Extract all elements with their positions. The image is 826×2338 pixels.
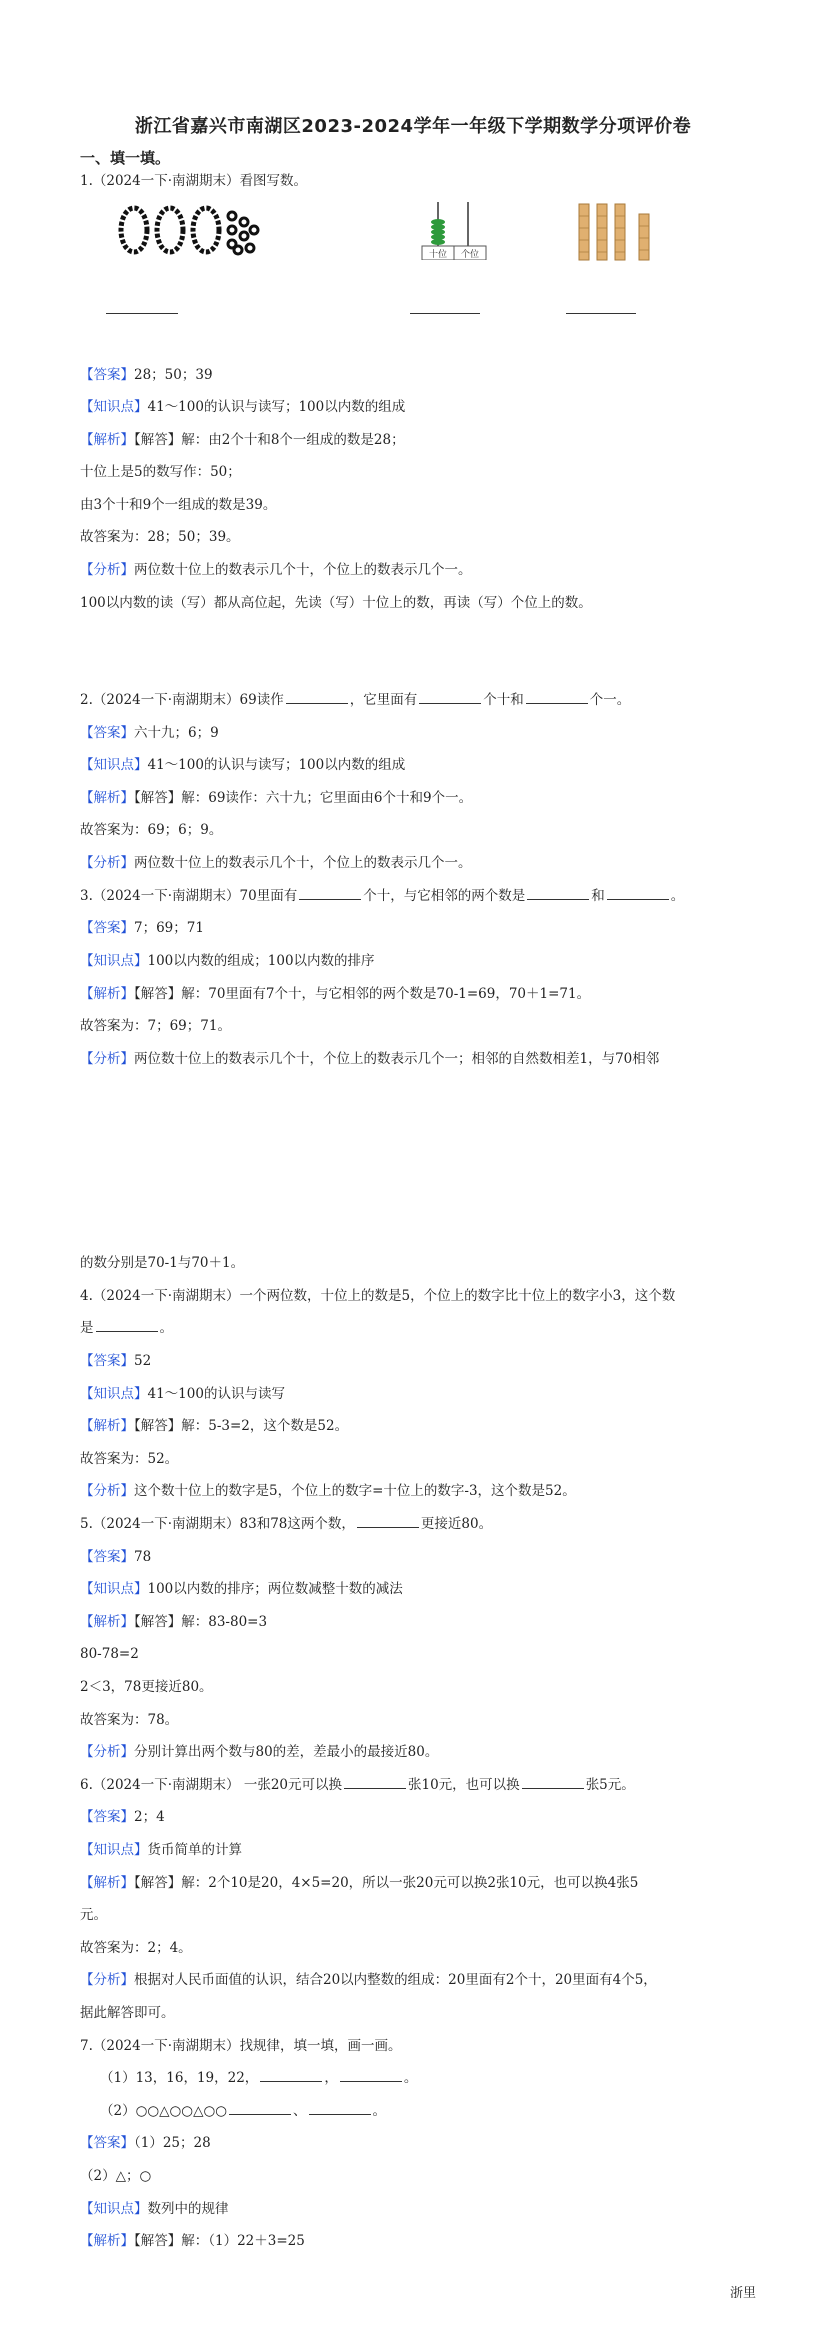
q3-blank-3[interactable] xyxy=(607,887,669,900)
q1-answer-blank-3[interactable] xyxy=(566,313,636,314)
q3-analysis-2: 故答案为：7；69；71。 xyxy=(80,1018,231,1034)
abacus-ones-label: 个位 xyxy=(460,250,480,260)
q1-analysis-1: 【解析】【解答】解：由2个十和8个一组成的数是28； xyxy=(80,432,405,448)
q1-answer-blank-1[interactable] xyxy=(106,313,178,314)
q1-fenxi-2: 100以内数的读（写）都从高位起，先读（写）十位上的数，再读（写）个位上的数。 xyxy=(80,595,592,611)
q7-answer-1: 【答案】（1）25；28 xyxy=(80,2135,211,2151)
q6-analysis-1: 【解析】【解答】解：2个10是20，4×5=20，所以一张20元可以换2张10元，也可以换4张5 xyxy=(80,1875,639,1891)
q7-analysis: 【解析】【解答】解：（1）22＋3=25 xyxy=(80,2233,305,2249)
loose-beads xyxy=(228,212,258,254)
q3-stem: 3.（2024一下·南湖期末）70里面有 个十，与它相邻的两个数是 和 。 xyxy=(80,888,685,904)
q7-answer-2: （2）△；○ xyxy=(80,2168,152,2184)
q6-blank-1[interactable] xyxy=(344,1776,406,1789)
q4-knowledge: 【知识点】41～100的认识与读写 xyxy=(80,1386,285,1402)
q1-analysis-2: 十位上是5的数写作：50； xyxy=(80,464,241,480)
ten-rods-image xyxy=(573,200,663,262)
page-footer: 浙里 xyxy=(729,2286,756,2301)
q2-blank-3[interactable] xyxy=(526,691,588,704)
counter-rings-image xyxy=(110,200,260,260)
ring-ten-1 xyxy=(121,208,219,252)
q4-fenxi: 【分析】这个数十位上的数字是5，个位上的数字=十位上的数字-3，这个数是52。 xyxy=(80,1483,576,1499)
q3-fenxi-1: 【分析】两位数十位上的数表示几个十，个位上的数表示几个一；相邻的自然数相差1，与70相邻 xyxy=(80,1051,660,1067)
q6-analysis-3: 故答案为：2；4。 xyxy=(80,1940,192,1956)
q4-stem-1: 4.（2024一下·南湖期末）一个两位数，十位上的数是5，个位上的数字比十位上的数字小3，这个数 xyxy=(80,1288,676,1304)
q5-knowledge: 【知识点】100以内数的排序；两位数减整十数的减法 xyxy=(80,1581,403,1597)
q6-stem: 6.（2024一下·南湖期末） 一张20元可以换 张10元，也可以换 张5元。 xyxy=(80,1777,635,1793)
q7-sub2: （2）○○△○○△○○ 、 。 xyxy=(100,2103,387,2119)
q2-blank-1[interactable] xyxy=(286,691,348,704)
q1-answer: 【答案】28；50；39 xyxy=(80,367,213,383)
q6-blank-2[interactable] xyxy=(522,1776,584,1789)
q7-stem: 7.（2024一下·南湖期末）找规律，填一填，画一画。 xyxy=(80,2038,402,2054)
q3-answer: 【答案】7；69；71 xyxy=(80,920,204,936)
q6-knowledge: 【知识点】货币简单的计算 xyxy=(80,1842,242,1858)
q6-answer: 【答案】2；4 xyxy=(80,1809,165,1825)
q5-answer: 【答案】78 xyxy=(80,1549,152,1565)
q7-sub1: （1）13，16，19，22， ， 。 xyxy=(100,2070,418,2086)
q2-blank-2[interactable] xyxy=(419,691,481,704)
q4-blank[interactable] xyxy=(96,1319,158,1332)
q3-knowledge: 【知识点】100以内数的组成；100以内数的排序 xyxy=(80,953,375,969)
q5-fenxi: 【分析】分别计算出两个数与80的差，差最小的最接近80。 xyxy=(80,1744,439,1760)
q1-answer-blank-2[interactable] xyxy=(410,313,480,314)
q5-stem: 5.（2024一下·南湖期末）83和78这两个数， 更接近80。 xyxy=(80,1516,493,1532)
q4-analysis-2: 故答案为：52。 xyxy=(80,1451,179,1467)
q1-fenxi-1: 【分析】两位数十位上的数表示几个十，个位上的数表示几个一。 xyxy=(80,562,472,578)
q1-stem: 1.（2024一下·南湖期末）看图写数。 xyxy=(80,173,308,189)
q5-blank[interactable] xyxy=(357,1515,419,1528)
q2-analysis-1: 【解析】【解答】解：69读作：六十九；它里面由6个十和9个一。 xyxy=(80,790,473,806)
q2-knowledge: 【知识点】41～100的认识与读写；100以内数的组成 xyxy=(80,757,406,773)
q1-analysis-3: 由3个十和9个一组成的数是39。 xyxy=(80,497,277,513)
q1-analysis-4: 故答案为：28；50；39。 xyxy=(80,529,240,545)
q5-analysis-2: 80-78=2 xyxy=(80,1646,139,1662)
q4-answer: 【答案】52 xyxy=(80,1353,152,1369)
q7-knowledge: 【知识点】数列中的规律 xyxy=(80,2201,229,2217)
q3-fenxi-2: 的数分别是70-1与70＋1。 xyxy=(80,1255,245,1271)
q3-blank-2[interactable] xyxy=(527,887,589,900)
q5-analysis-1: 【解析】【解答】解：83-80=3 xyxy=(80,1614,268,1630)
page-title: 浙江省嘉兴市南湖区2023-2024学年一年级下学期数学分项评价卷 xyxy=(134,116,692,137)
q6-fenxi-2: 据此解答即可。 xyxy=(80,2005,175,2021)
q6-analysis-2: 元。 xyxy=(80,1907,107,1923)
q2-analysis-2: 故答案为：69；6；9。 xyxy=(80,822,223,838)
q5-analysis-4: 故答案为：78。 xyxy=(80,1712,179,1728)
abacus-image xyxy=(412,200,492,260)
abacus-tens-label: 十位 xyxy=(428,250,448,260)
q7-sub2-blank-2[interactable] xyxy=(309,2102,371,2115)
q2-answer: 【答案】六十九；6；9 xyxy=(80,725,219,741)
q6-fenxi-1: 【分析】根据对人民币面值的认识，结合20以内整数的组成：20里面有2个十，20里面有4个5， xyxy=(80,1972,657,1988)
q4-stem-2: 是 。 xyxy=(80,1320,173,1336)
q7-sub1-blank-2[interactable] xyxy=(340,2069,402,2082)
q7-sub1-blank-1[interactable] xyxy=(260,2069,322,2082)
q5-analysis-3: 2＜3，78更接近80。 xyxy=(80,1679,213,1695)
section-heading: 一、填一填。 xyxy=(80,149,171,167)
q3-analysis-1: 【解析】【解答】解：70里面有7个十，与它相邻的两个数是70-1=69，70＋1=71。 xyxy=(80,986,591,1002)
q1-knowledge: 【知识点】41～100的认识与读写；100以内数的组成 xyxy=(80,399,406,415)
q7-sub2-blank-1[interactable] xyxy=(229,2102,291,2115)
q3-blank-1[interactable] xyxy=(299,887,361,900)
q2-stem: 2.（2024一下·南湖期末）69读作 ，它里面有 个十和 个一。 xyxy=(80,692,631,708)
q4-analysis-1: 【解析】【解答】解：5-3=2，这个数是52。 xyxy=(80,1418,349,1434)
q2-fenxi: 【分析】两位数十位上的数表示几个十，个位上的数表示几个一。 xyxy=(80,855,472,871)
